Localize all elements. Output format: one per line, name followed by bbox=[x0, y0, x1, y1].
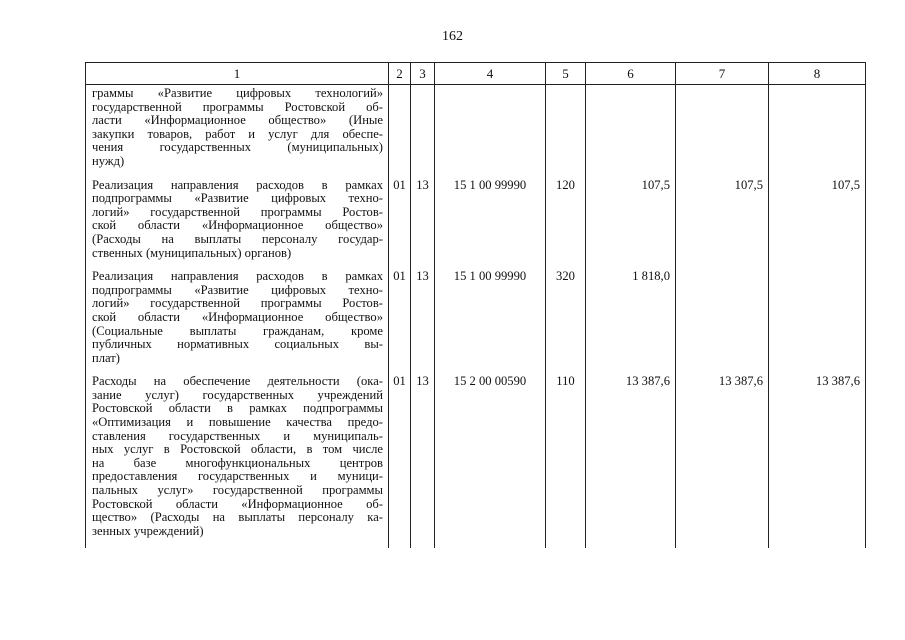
column-header-5: 5 bbox=[546, 63, 586, 85]
cell-column-4: 15 1 00 99990 bbox=[435, 270, 546, 375]
column-header-8: 8 bbox=[769, 63, 866, 85]
row-description bbox=[86, 179, 389, 271]
description-line: (Расходы на выплаты персоналу государ- bbox=[92, 231, 383, 246]
cell-column-2: 01 bbox=[389, 179, 411, 271]
column-header-4: 4 bbox=[435, 63, 546, 85]
cell-column-8 bbox=[769, 85, 866, 179]
cell-column-5: 120 bbox=[546, 179, 586, 271]
description-line: Ростовской области в рамках подпрограммы bbox=[92, 401, 383, 416]
cell-column-6: 107,5 bbox=[586, 179, 676, 271]
table-row bbox=[86, 85, 866, 179]
table-row bbox=[86, 375, 866, 548]
cell-column-7: 107,5 bbox=[676, 179, 769, 271]
row-description bbox=[86, 85, 389, 179]
description-line: «Оптимизация и повышение качества предо- bbox=[92, 415, 383, 430]
description-line: Расходы на обеспечение деятельности (ока- bbox=[92, 374, 383, 389]
column-header-7: 7 bbox=[676, 63, 769, 85]
cell-column-3: 13 bbox=[411, 179, 435, 271]
description-line: (Социальные выплаты гражданам, кроме bbox=[92, 323, 383, 338]
description-line: плат) bbox=[92, 350, 120, 365]
description-line: ской области «Информационное общество» bbox=[92, 309, 383, 324]
description-line: ственных (муниципальных) органов) bbox=[92, 245, 292, 260]
description-line: щество» (Расходы на выплаты персоналу ка- bbox=[92, 510, 383, 525]
cell-column-7 bbox=[676, 85, 769, 179]
cell-column-4 bbox=[435, 85, 546, 179]
description-line: логий» государственной программы Ростов- bbox=[92, 296, 383, 311]
table-row bbox=[86, 270, 866, 375]
description-line: Ростовской области «Информационное об- bbox=[92, 496, 383, 511]
column-header-2: 2 bbox=[389, 63, 411, 85]
cell-column-2: 01 bbox=[389, 270, 411, 375]
cell-column-3: 13 bbox=[411, 270, 435, 375]
column-header-6: 6 bbox=[586, 63, 676, 85]
cell-column-3 bbox=[411, 85, 435, 179]
cell-column-2: 01 bbox=[389, 375, 411, 548]
description-line: граммы «Развитие цифровых технологий» bbox=[92, 86, 383, 100]
description-line: ласти «Информационное общество» (Иные bbox=[92, 113, 383, 128]
cell-column-8 bbox=[769, 270, 866, 375]
cell-column-6 bbox=[586, 85, 676, 179]
table-body bbox=[86, 85, 866, 549]
description-line: закупки товаров, работ и услуг для обеспе- bbox=[92, 126, 383, 141]
cell-column-5: 320 bbox=[546, 270, 586, 375]
cell-column-4: 15 1 00 99990 bbox=[435, 179, 546, 271]
column-header-3: 3 bbox=[411, 63, 435, 85]
cell-column-6: 1 818,0 bbox=[586, 270, 676, 375]
description-line: Реализация направления расходов в рамках bbox=[92, 177, 383, 192]
table-header bbox=[86, 63, 866, 85]
description-line: пальных услуг» государственной программы bbox=[92, 483, 383, 498]
page-number: 162 bbox=[442, 29, 463, 44]
cell-column-2 bbox=[389, 85, 411, 179]
description-line: чения государственных (муниципальных) bbox=[92, 140, 383, 155]
description-line: государственной программы Ростовской об- bbox=[92, 99, 383, 114]
description-line: публичных нормативных социальных вы- bbox=[92, 337, 383, 352]
cell-column-5: 110 bbox=[546, 375, 586, 548]
description-line: нужд) bbox=[92, 153, 125, 168]
description-line: подпрограммы «Развитие цифровых техно- bbox=[92, 282, 383, 297]
cell-column-3: 13 bbox=[411, 375, 435, 548]
cell-column-7: 13 387,6 bbox=[676, 375, 769, 548]
cell-column-7 bbox=[676, 270, 769, 375]
description-line: логий» государственной программы Ростов- bbox=[92, 204, 383, 219]
header-row bbox=[86, 63, 866, 85]
description-line: зание услуг) государственных учреждений bbox=[92, 387, 383, 402]
budget-table bbox=[85, 62, 866, 548]
description-line: на базе многофункциональных центров bbox=[92, 455, 383, 470]
table-row bbox=[86, 179, 866, 271]
cell-column-5 bbox=[546, 85, 586, 179]
description-line: Реализация направления расходов в рамках bbox=[92, 269, 383, 284]
cell-column-4: 15 2 00 00590 bbox=[435, 375, 546, 548]
description-line: ской области «Информационное общество» bbox=[92, 218, 383, 233]
description-line: зенных учреждений) bbox=[92, 523, 204, 538]
description-line: ставления государственных и муниципаль- bbox=[92, 428, 383, 443]
row-description bbox=[86, 375, 389, 548]
description-line: ных услуг в Ростовской области, в том числе bbox=[92, 442, 383, 457]
row-description bbox=[86, 270, 389, 375]
description-line: подпрограммы «Развитие цифровых техно- bbox=[92, 191, 383, 206]
cell-column-8: 13 387,6 bbox=[769, 375, 866, 548]
cell-column-6: 13 387,6 bbox=[586, 375, 676, 548]
cell-column-8: 107,5 bbox=[769, 179, 866, 271]
description-line: предоставления государственных и муници- bbox=[92, 469, 383, 484]
column-header-1: 1 bbox=[86, 63, 389, 85]
